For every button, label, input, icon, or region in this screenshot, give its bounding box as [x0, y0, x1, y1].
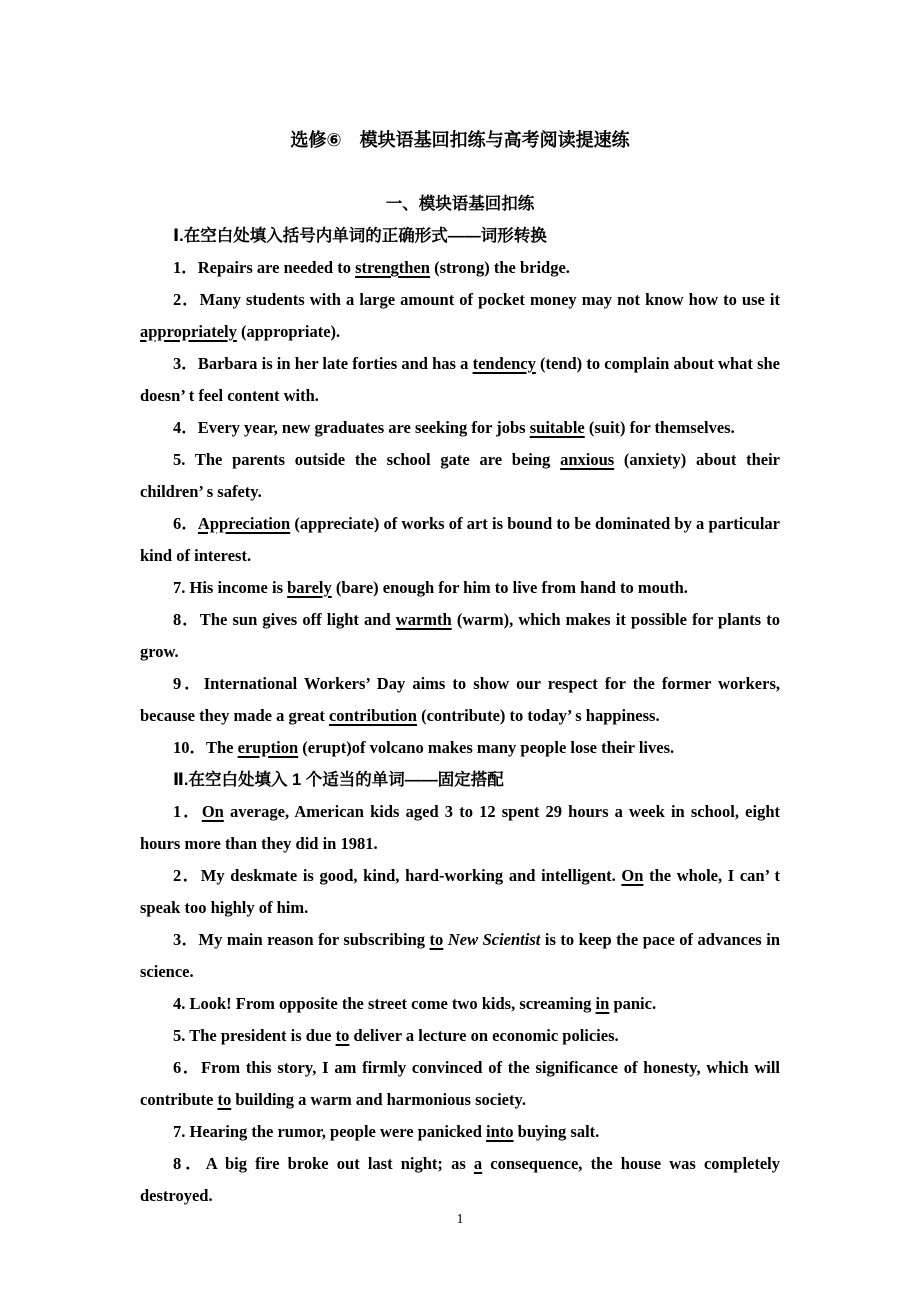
text-segment: (appreciate) of works of art is bound to be dominated by a particular kind of interest. [140, 514, 781, 565]
text-segment: 1．Repairs are needed to [173, 258, 356, 277]
answer-blank: Appreciation [197, 514, 291, 533]
section-heading: 一、模块语基回扣练 [385, 195, 535, 213]
part2-item-3 [140, 924, 780, 988]
text-segment: 1． [173, 802, 202, 821]
text-segment: 5. The parents outside the school gate are being [173, 450, 561, 469]
answer-blank: anxious [560, 450, 615, 469]
text-segment: 3．Barbara is in her late forties and has a [173, 354, 473, 373]
answer-blank: in [595, 994, 610, 1013]
document-title: 选修⑥ 模块语基回扣练与高考阅读提速练 [290, 130, 630, 150]
part1-item-7 [140, 572, 780, 604]
part1-item-4 [140, 412, 780, 444]
answer-blank: a [473, 1154, 483, 1173]
text-segment: 9．International Workers’ Day aims to show our respect for the former workers, because they made a great [140, 674, 780, 725]
answer-blank: suitable [529, 418, 585, 437]
text-segment: buying salt. [513, 1122, 600, 1141]
answer-blank: warmth [395, 610, 452, 629]
text-segment: building a warm and harmonious society. [231, 1090, 526, 1109]
answer-blank: On [201, 802, 224, 821]
part1-item-8 [140, 604, 780, 668]
part1-item-10 [140, 732, 780, 764]
part2-item-7 [140, 1116, 780, 1148]
text-segment: average, American kids aged 3 to 12 spent 29 hours a week in school, eight hours more than they did in 1981. [140, 802, 780, 853]
text-segment: (contribute) to today’ s happiness. [416, 706, 660, 725]
text-segment: 8．The sun gives off light and [173, 610, 396, 629]
answer-blank: strengthen [355, 258, 430, 277]
text-segment: is to keep the pace of advances in science. [140, 930, 781, 981]
part2-item-2 [140, 860, 780, 924]
italic-title-text: New Scientist [447, 930, 541, 949]
answer-blank: contribution [328, 706, 417, 725]
text-segment: (bare) enough for him to live from hand to mouth. [331, 578, 688, 597]
text-segment: (anxiety) about their children’ s safety. [140, 450, 780, 501]
part1-item-9 [140, 668, 780, 732]
text-segment: (warm), which makes it possible for plants to grow. [140, 610, 780, 661]
text-segment: panic. [609, 994, 657, 1013]
text-segment: 7. His income is [173, 578, 288, 597]
text-segment: 4．Every year, new graduates are seeking for jobs [173, 418, 530, 437]
part1-item-5 [140, 444, 780, 508]
answer-blank: into [486, 1122, 514, 1141]
text-segment: 4. Look! From opposite the street come two kids, screaming [173, 994, 596, 1013]
text-segment: 10．The [173, 738, 238, 757]
text-segment: 7. Hearing the rumor, people were panicked [173, 1122, 487, 1141]
text-segment: 6． [173, 514, 198, 533]
text-segment: (strong) the bridge. [429, 258, 570, 277]
text-segment: (tend) to complain about what she doesn’ t feel content with. [140, 354, 780, 405]
answer-blank: eruption [237, 738, 299, 757]
part2-item-6 [140, 1052, 780, 1116]
text-segment: consequence, the house was completely destroyed. [140, 1154, 780, 1205]
text-segment: 8．A big fire broke out last night; as [173, 1154, 474, 1173]
answer-blank: to [429, 930, 444, 949]
text-segment: (erupt)of volcano makes many people lose their lives. [298, 738, 675, 757]
part2-heading: Ⅱ.在空白处填入 1 个适当的单词——固定搭配 [173, 771, 504, 789]
text-segment: the whole, I can’ t speak too highly of him. [140, 866, 780, 917]
answer-blank: barely [287, 578, 332, 597]
answer-blank: On [621, 866, 644, 885]
part2-item-8 [140, 1148, 780, 1212]
text-segment: 5. The president is due [173, 1026, 336, 1045]
text-segment: 2．My deskmate is good, kind, hard-working and intelligent. [173, 866, 622, 885]
text-segment: (appropriate). [236, 322, 341, 341]
text-segment: (suit) for themselves. [584, 418, 735, 437]
part2-item-4 [140, 988, 780, 1020]
text-segment: 2．Many students with a large amount of pocket money may not know how to use it [173, 290, 780, 309]
part1-item-6 [140, 508, 780, 572]
text-segment: 3．My main reason for subscribing [173, 930, 430, 949]
answer-blank: appropriately [140, 322, 237, 341]
answer-blank: tendency [472, 354, 536, 373]
text-segment: deliver a lecture on economic policies. [349, 1026, 619, 1045]
text-segment: 6．From this story, I am firmly convinced of the significance of honesty, which will contribute [140, 1058, 780, 1109]
part2-item-5 [140, 1020, 780, 1052]
answer-blank: to [217, 1090, 232, 1109]
part1-heading: Ⅰ.在空白处填入括号内单词的正确形式——词形转换 [173, 227, 547, 245]
part2-item-1 [140, 796, 780, 860]
part1-item-2 [140, 284, 780, 348]
page-number: 1 [456, 1212, 464, 1227]
part1-item-1 [140, 252, 780, 284]
answer-blank: to [335, 1026, 350, 1045]
part1-item-3 [140, 348, 780, 412]
